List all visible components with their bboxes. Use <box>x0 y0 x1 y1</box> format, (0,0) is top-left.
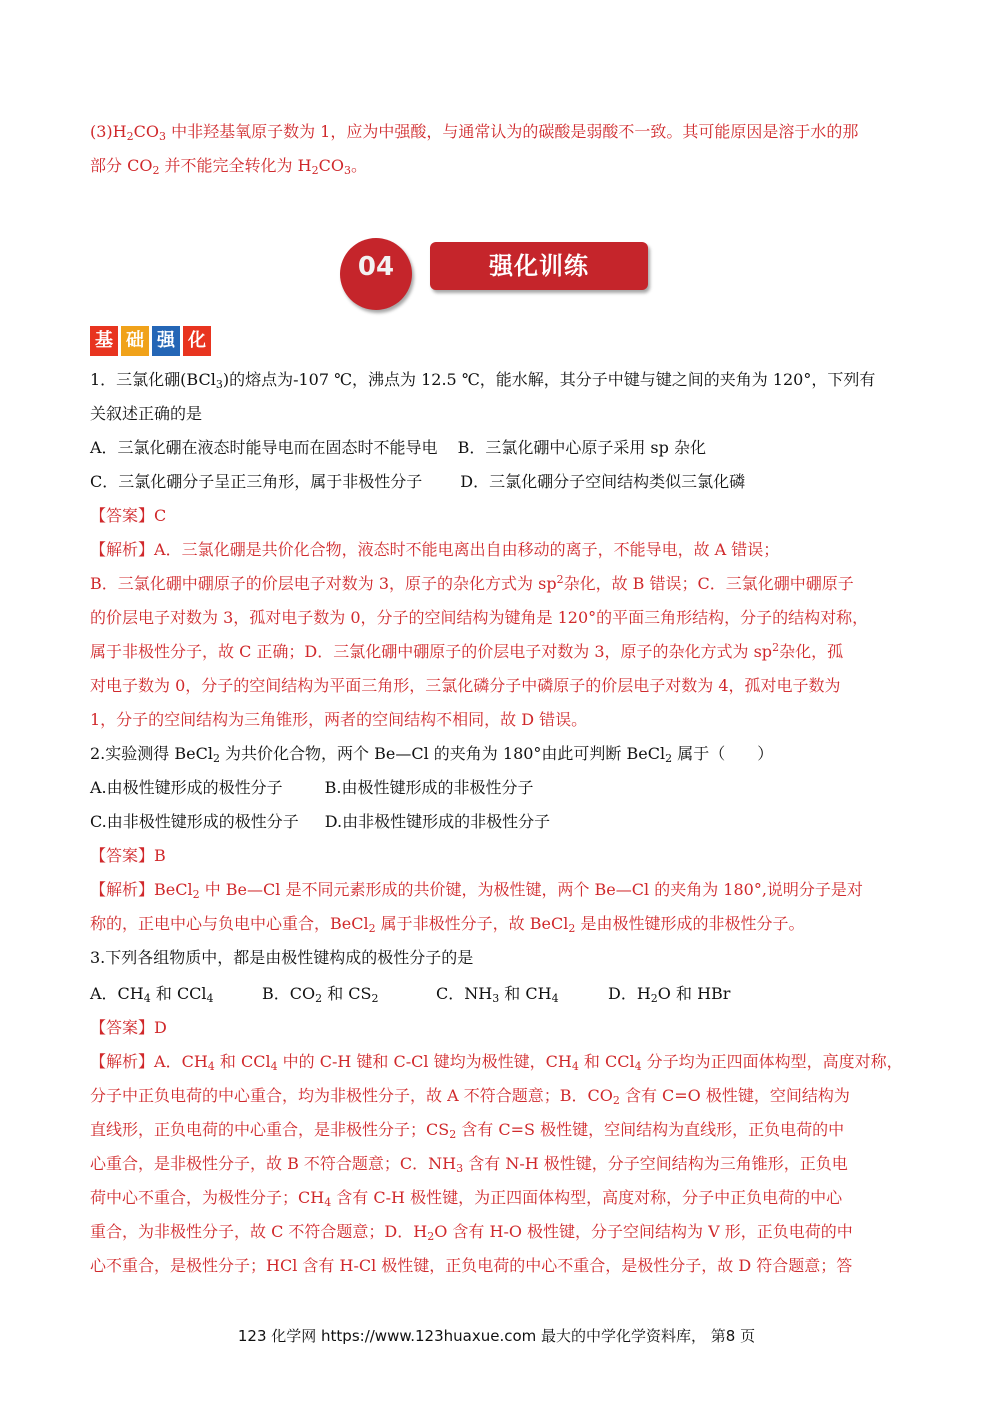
q1-stem-line-2: 关叙述正确的是 <box>90 404 203 423</box>
page-footer: 123 化学网 https://www.123huaxue.com 最大的中学化学资料库， 第8 页 <box>237 1327 756 1345</box>
intro-line-1: $(3)H_2CO_3$ 中非羟基氧原子数为 1，应为中强酸，与通常认为的碳酸是弱酸不一致。其可能原因是溶于水的那 <box>90 122 859 143</box>
label-chip: 化 <box>183 326 211 356</box>
q3-analysis-2: 分子中正负电荷的中心重合，均为非极性分子，故 A 不符合题意；B．$CO_2$ 含有 C=O 极性键，空间结构为 <box>90 1086 850 1107</box>
q1-stem-line-1: 1．三氯化硼(BCl$_3$)的熔点为-107 ℃，沸点为 12.5 ℃，能水解，其分子中键与键之间的夹角为 120°，下列有 <box>90 370 876 391</box>
q3-analysis-5: 荷中心不重合，为极性分子；$CH_4$ 含有 C-H 极性键，为正四面体构型，高度对称，分子中正负电荷的中心 <box>90 1188 843 1209</box>
q3-answer: 【答案】D <box>90 1018 167 1037</box>
q3-analysis-6: 重合，为非极性分子，故 C 不符合题意；D．$H_2O$ 含有 H-O 极性键，分子空间结构为 V 形，正负电荷的中 <box>90 1222 853 1243</box>
section-banner <box>340 238 660 310</box>
label-chip: 础 <box>121 326 149 356</box>
section-title-bar <box>430 242 648 290</box>
q1-analysis-2: B．三氯化硼中硼原子的价层电子对数为 3，原子的杂化方式为 $sp^2$杂化，故 B 错误；C．三氯化硼中硼原子 <box>90 573 854 593</box>
q3-option-a: A．$CH_4$ 和 CCl$_4$ <box>90 984 214 1005</box>
q2-options-cd <box>90 812 905 832</box>
q2-answer: 【答案】B <box>90 846 166 865</box>
q1-answer: 【答案】C <box>90 506 167 525</box>
intro-line-2: 部分 $CO_2$ 并不能完全转化为 $H_2CO_3$。 <box>90 156 367 177</box>
q2-option-d: D.由非极性键形成的非极性分子 <box>324 812 551 831</box>
q1-options-ab <box>90 438 905 458</box>
q1-option-b: B．三氯化硼中心原子采用 sp 杂化 <box>457 438 706 457</box>
q1-option-c: C．三氯化硼分子呈正三角形，属于非极性分子 <box>90 472 423 491</box>
q3-option-c: C．$NH_3$ 和 $CH_4$ <box>436 984 559 1005</box>
q3-analysis-4: 心重合，是非极性分子，故 B 不符合题意；C．$NH_3$ 含有 N-H 极性键，分子空间结构为三角锥形，正负电 <box>90 1154 848 1175</box>
q3-stem: 3.下列各组物质中，都是由极性键构成的极性分子的是 <box>90 948 474 967</box>
label-chip: 强 <box>152 326 180 356</box>
q2-analysis-1: 【解析】BeCl$_2$ 中 Be—Cl 是不同元素形成的共价键，为极性键，两个 Be—Cl 的夹角为 180°,说明分子是对 <box>90 880 863 901</box>
q1-analysis-5: 对电子数为 0，分子的空间结构为平面三角形，三氯化磷分子中磷原子的价层电子对数为 4，孤对电子数为 <box>90 676 841 695</box>
section-number-badge <box>340 238 412 310</box>
q1-options-cd <box>90 472 905 492</box>
section-number: 04 <box>357 252 395 282</box>
q2-stem: 2.实验测得 BeCl$_2$ 为共价化合物，两个 Be—Cl 的夹角为 180°由此可判断 BeCl$_2$ 属于（ ） <box>90 744 774 765</box>
q2-options-ab <box>90 778 905 798</box>
q1-analysis-1: 【解析】A．三氯化硼是共价化合物，液态时不能电离出自由移动的离子，不能导电，故 A 错误； <box>90 540 780 559</box>
q1-option-a: A．三氯化硼在液态时能导电而在固态时不能导电 <box>90 438 438 457</box>
q3-analysis-1: 【解析】A．$CH_4$ 和 CCl$_4$ 中的 C-H 键和 C-Cl 键均为极性键，$CH_4$ 和 CCl$_4$ 分子均为正四面体构型，高度对称， <box>90 1052 903 1073</box>
q1-option-d: D．三氯化硼分子空间结构类似三氯化磷 <box>460 472 746 491</box>
q2-option-c: C.由非极性键形成的极性分子 <box>90 812 299 831</box>
q1-analysis-3: 的价层电子对数为 3，孤对电子数为 0，分子的空间结构为键角是 120°的平面三角形结构，分子的结构对称， <box>90 608 869 627</box>
label-chip: 基 <box>90 326 118 356</box>
section-title: 强化训练 <box>489 252 589 280</box>
q3-option-d: D．$H_2O$ 和 HBr <box>608 984 731 1005</box>
q3-analysis-3: 直线形，正负电荷的中心重合，是非极性分子；$CS_2$ 含有 C=S 极性键，空间结构为直线形，正负电荷的中 <box>90 1120 845 1141</box>
subsection-label <box>90 326 211 356</box>
q1-analysis-4: 属于非极性分子，故 C 正确；D．三氯化硼中硼原子的价层电子对数为 3，原子的杂化方式为 $sp^2$杂化，孤 <box>90 641 844 661</box>
q1-analysis-6: 1，分子的空间结构为三角锥形，两者的空间结构不相同，故 D 错误。 <box>90 710 588 729</box>
q3-analysis-7: 心不重合，是极性分子；HCl 含有 H-Cl 极性键，正负电荷的中心不重合，是极性分子，故 D 符合题意；答 <box>90 1256 853 1275</box>
q2-option-b: B.由极性键形成的非极性分子 <box>324 778 534 797</box>
q2-analysis-2: 称的，正电中心与负电中心重合，BeCl$_2$ 属于非极性分子，故 BeCl$_2$ 是由极性键形成的非极性分子。 <box>90 914 805 935</box>
q3-option-b: B．$CO_2$ 和 $CS_2$ <box>262 984 379 1005</box>
q2-option-a: A.由极性键形成的极性分子 <box>90 778 283 797</box>
